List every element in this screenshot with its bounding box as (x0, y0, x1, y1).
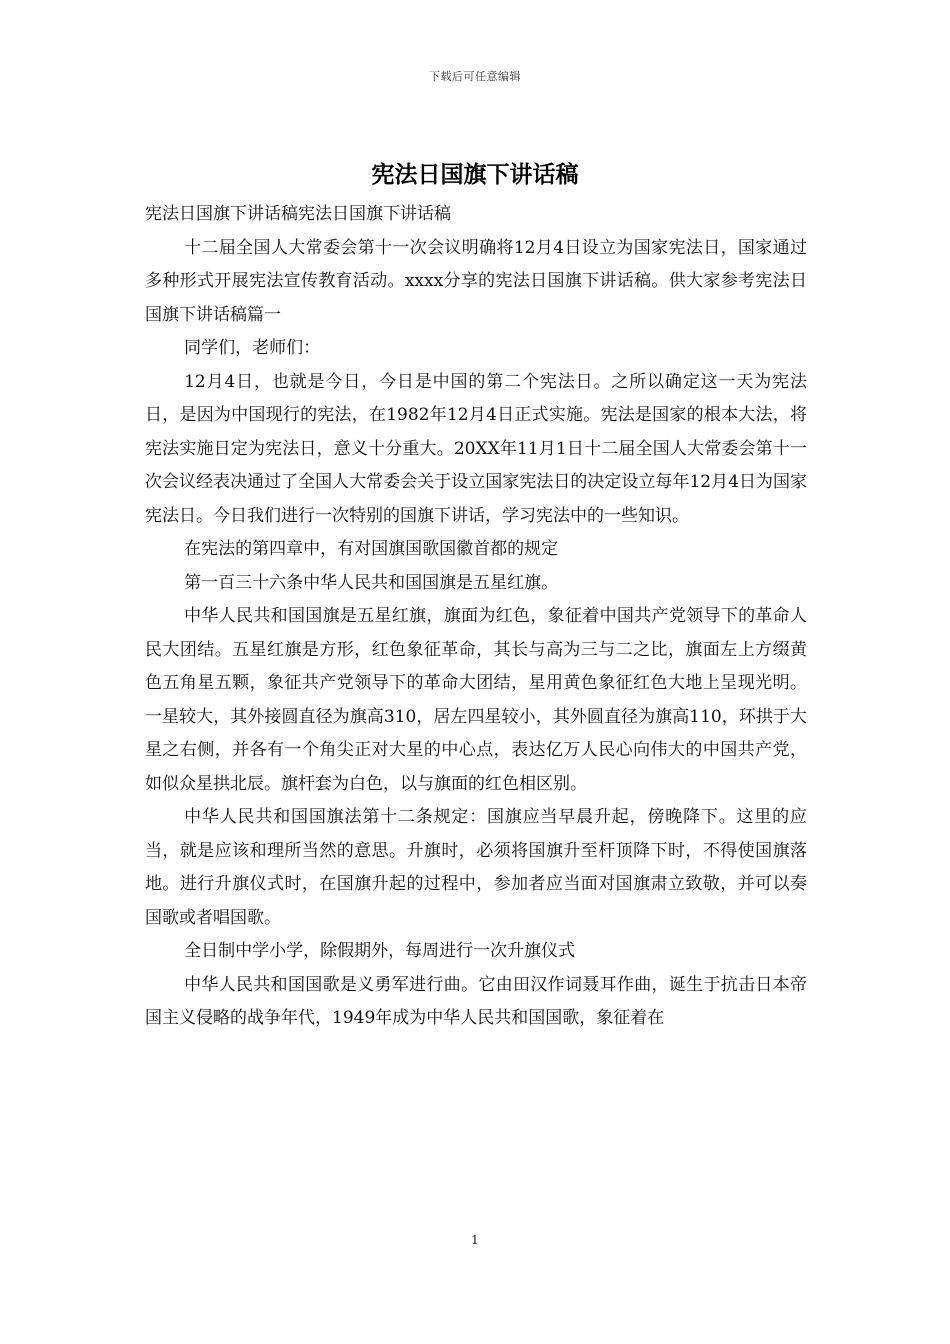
paragraph-greeting: 同学们，老师们： (184, 338, 321, 358)
paragraph-subtitle: 宪法日国旗下讲话稿宪法日国旗下讲话稿 (145, 204, 451, 224)
paragraph-school-ceremony: 全日制中学小学，除假期外，每周进行一次升旗仪式 (184, 941, 576, 961)
header-note: 下载后可任意编辑 (429, 70, 521, 83)
paragraph-chapter-four: 在宪法的第四章中，有对国旗国歌国徽首都的规定 (184, 539, 559, 559)
document-title: 宪法日国旗下讲话稿 (371, 161, 579, 188)
paragraph-intro: 十二届全国人大常委会第十一次会议明确将12月4日设立为国家宪法日，国家通过多种形式开展宪法宣传教育活动。xxxx分享的宪法日国旗下讲话稿。供大家参考宪法日国旗下讲话稿篇一 (145, 237, 807, 325)
paragraph-article-136: 第一百三十六条中华人民共和国国旗是五星红旗。 (184, 572, 559, 593)
paragraph-anthem: 中华人民共和国国歌是义勇军进行曲。它由田汉作词聂耳作曲，诞生于抗击日本帝国主义侵略的战争年代，1949年成为中华人民共和国国歌，象征着在 (145, 974, 807, 1028)
paragraph-flag-law: 中华人民共和国国旗法第十二条规定：国旗应当早晨升起，傍晚降下。这里的应当，就是应该和理所当然的意思。升旗时，必须将国旗升至杆顶降下时，不得使国旗落地。进行升旗仪式时，在国旗升起的过程中，参加者应当面对国旗肃立致敬，并可以奏国歌或者唱国歌。 (145, 807, 807, 928)
page-number: 1 (471, 1233, 479, 1247)
paragraph-flag-description: 中华人民共和国国旗是五星红旗，旗面为红色，象征着中国共产党领导下的革命人民大团结。五星红旗是方形，红色象征革命，其长与高为三与二之比，旗面左上方缀黄色五角星五颗，象征共产党领导下的革命大团结，星用黄色象征红色大地上呈现光明。一星较大，其外接圆直径为旗高310，居左四星较小，其外圆直径为旗高110，环拱于大星之右侧，并各有一个角尖正对大星的中心点，表达亿万人民心向伟大的中国共产党，如似众星拱北辰。旗杆套为白色，以与旗面的红色相区别。 (145, 606, 807, 794)
document-body (145, 198, 807, 1036)
paragraph-constitution-day: 12月4日，也就是今日，今日是中国的第二个宪法日。之所以确定这一天为宪法日，是因为中国现行的宪法，在1982年12月4日正式实施。宪法是国家的根本大法，将宪法实施日定为宪法日，意义十分重大。20XX年11月1日十二届全国人大常委会第十一次会议经表决通过了全国人大常委会关于设立国家宪法日的决定设立每年12月4日为国家宪法日。今日我们进行一次特别的国旗下讲话，学习宪法中的一些知识。 (145, 371, 807, 526)
